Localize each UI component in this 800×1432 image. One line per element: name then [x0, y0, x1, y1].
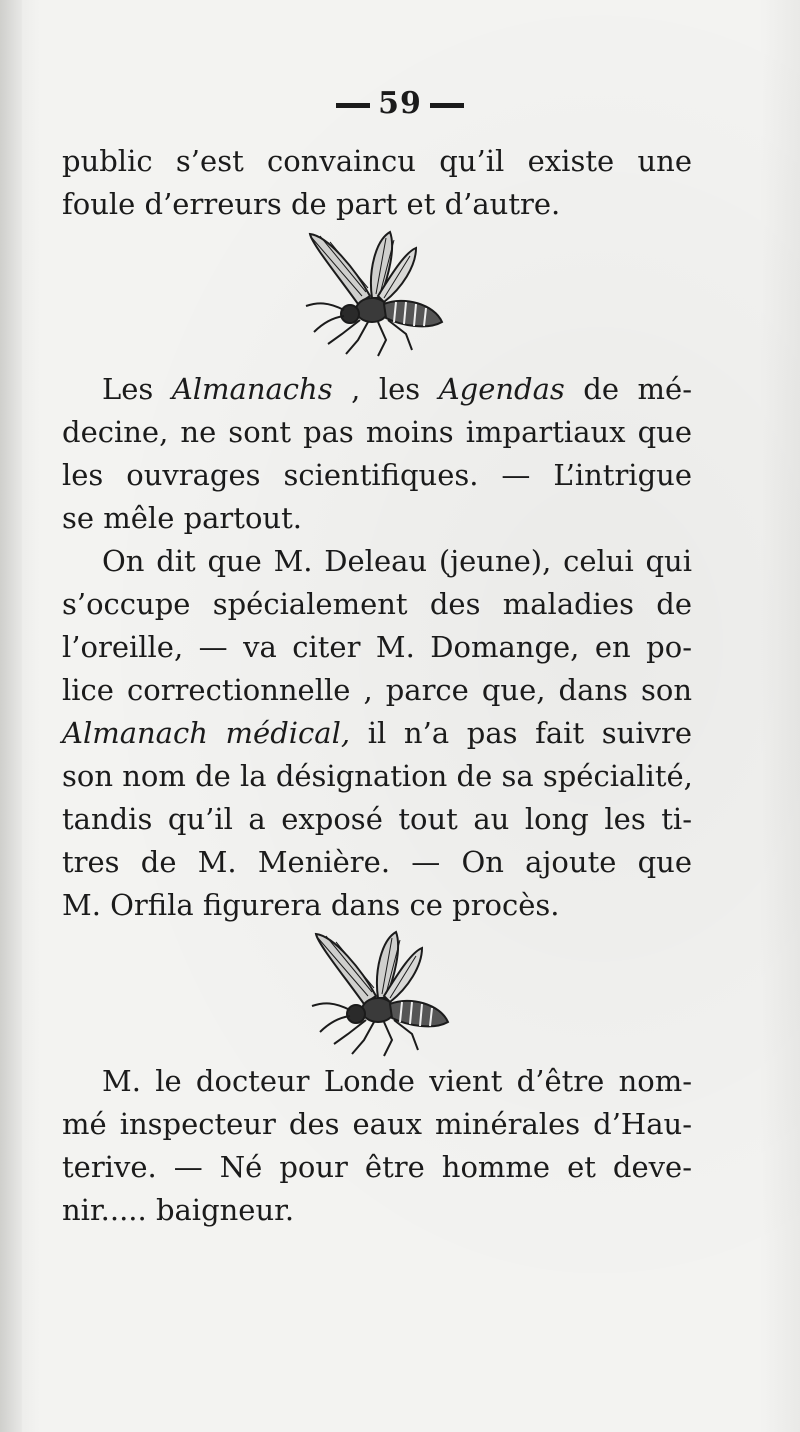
text-segment: il n’a pas fait suivre	[350, 716, 692, 750]
text-line: l’oreille, — va citer M. Domange, en po-	[62, 630, 692, 664]
text-segment: de mé-	[564, 372, 692, 406]
bee-icon	[304, 926, 454, 1058]
page-number-value: 59	[378, 86, 422, 121]
text-segment: Les	[102, 372, 172, 406]
text-line: M. Orfila figurera dans ce procès.	[62, 888, 560, 922]
page-number-dash-right	[430, 103, 464, 108]
text-line: les ouvrages scientifiques. — L’intrigue	[62, 458, 692, 492]
text-line: son nom de la désignation de sa spécialité,	[62, 759, 693, 793]
text-line	[62, 712, 692, 755]
italic-agendas: Agendas	[438, 372, 565, 406]
page-number	[0, 86, 800, 121]
paragraph-londe	[62, 1060, 692, 1232]
text-line: terive. — Né pour être homme et deve-	[62, 1150, 692, 1184]
text-line: nir..... baigneur.	[62, 1193, 295, 1227]
text-line: decine, ne sont pas moins impartiaux que	[62, 415, 692, 449]
text-line: tres de M. Menière. — On ajoute que	[62, 845, 692, 879]
page-number-dash-left	[336, 103, 370, 108]
text-line: On dit que M. Deleau (jeune), celui qui	[102, 544, 692, 578]
text-line: M. le docteur Londe vient d’être nom-	[102, 1064, 692, 1098]
text-line: lice correctionnelle , parce que, dans son	[62, 673, 692, 707]
paragraph-deleau	[62, 540, 692, 927]
text-line: s’occupe spécialement des maladies de	[62, 587, 692, 621]
page-spine-shadow	[0, 0, 22, 1432]
bee-icon	[298, 226, 448, 358]
text-segment: , les	[332, 372, 439, 406]
text-line: foule d’erreurs de part et d’autre.	[62, 187, 561, 221]
italic-almanachs: Almanachs	[171, 372, 333, 406]
paragraph-almanachs	[62, 368, 692, 540]
text-line: se mêle partout.	[62, 501, 302, 535]
text-line: mé inspecteur des eaux minérales d’Hau-	[62, 1107, 692, 1141]
text-line: public s’est convaincu qu’il existe une	[62, 144, 692, 178]
text-line	[62, 368, 692, 411]
text-line: tandis qu’il a exposé tout au long les ti-	[62, 802, 692, 836]
italic-almanach-medical: Almanach médical,	[62, 716, 351, 750]
intro-text	[62, 140, 692, 226]
